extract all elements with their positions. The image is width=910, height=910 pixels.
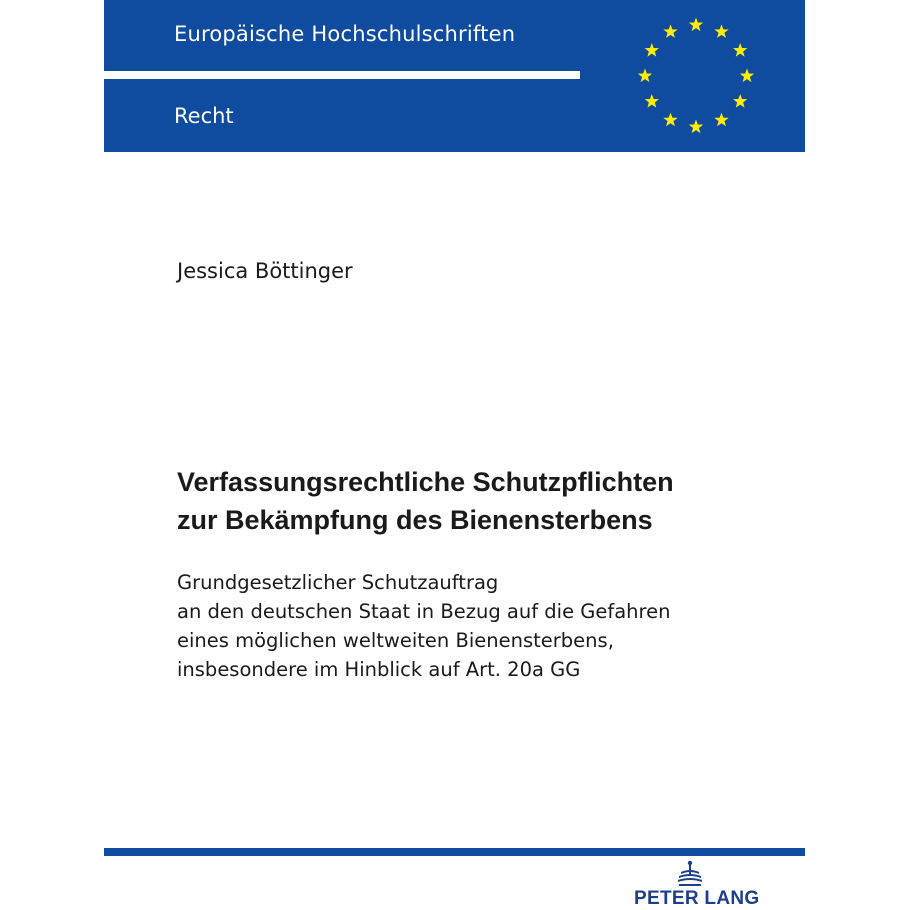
banner-divider — [104, 71, 580, 79]
star-icon — [714, 24, 728, 38]
star-icon — [733, 94, 747, 108]
star-icon — [663, 24, 677, 38]
star-icon — [645, 94, 659, 108]
subtitle-line: insbesondere im Hinblick auf Art. 20a GG — [177, 658, 581, 681]
star-icon — [714, 113, 728, 127]
publisher-logo-icon — [676, 860, 704, 888]
bottom-rule — [104, 848, 805, 856]
book-cover — [104, 0, 805, 910]
title-line: Verfassungsrechtliche Schutzpflichten — [177, 467, 674, 497]
star-icon — [645, 43, 659, 57]
star-icon — [733, 43, 747, 57]
book-title — [177, 463, 777, 539]
publisher-logo — [632, 858, 760, 910]
star-icon — [740, 69, 754, 83]
title-line: zur Bekämpfung des Bienensterbens — [177, 505, 653, 535]
star-icon — [689, 18, 703, 32]
star-icon — [663, 113, 677, 127]
book-subtitle — [177, 568, 777, 684]
author-name: Jessica Böttinger — [177, 259, 353, 283]
subseries-title: Recht — [174, 104, 234, 128]
publisher-name: PETER LANG — [634, 888, 760, 909]
star-icon — [689, 120, 703, 134]
series-banner — [104, 0, 805, 152]
subtitle-line: eines möglichen weltweiten Bienensterbens, — [177, 629, 614, 652]
subtitle-line: an den deutschen Staat in Bezug auf die Gefahren — [177, 600, 671, 623]
series-title: Europäische Hochschulschriften — [174, 22, 516, 46]
subtitle-line: Grundgesetzlicher Schutzauftrag — [177, 571, 499, 594]
eu-stars-icon — [630, 10, 762, 142]
star-icon — [638, 69, 652, 83]
